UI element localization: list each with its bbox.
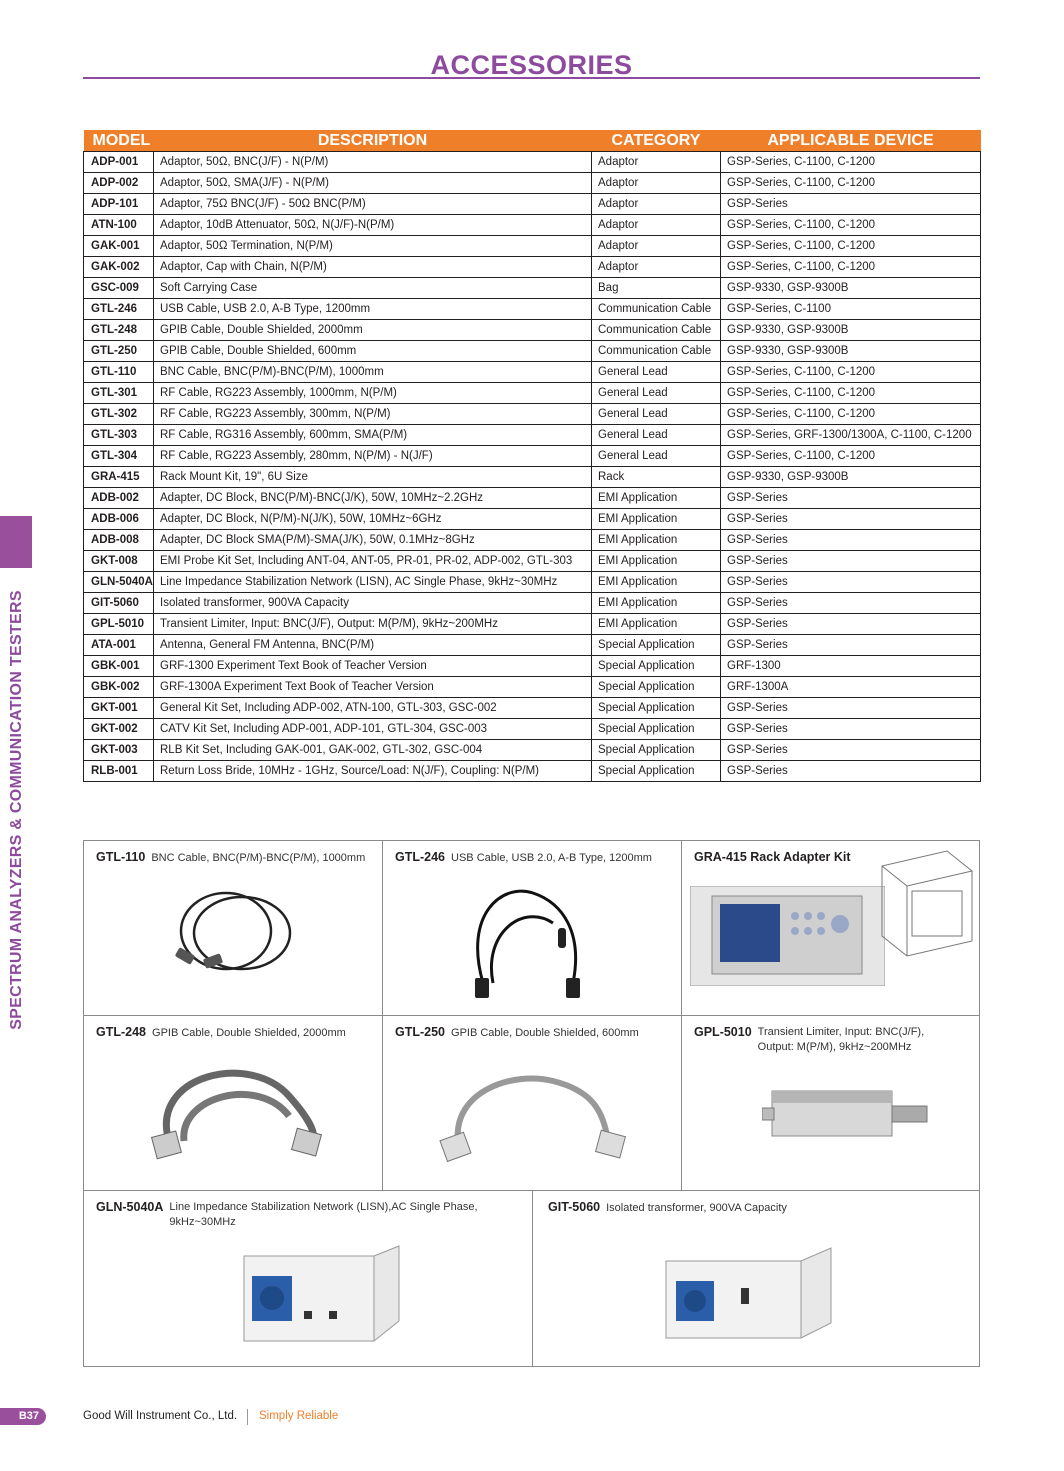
gpib-cable-600-image [433, 1061, 633, 1171]
gallery-item-gtl-110 [84, 841, 383, 1016]
cell-description: General Kit Set, Including ADP-002, ATN-100, GTL-303, GSC-002 [154, 698, 592, 719]
accessories-table [83, 130, 981, 782]
cell-model: GKT-008 [84, 551, 154, 572]
cell-category: General Lead [592, 404, 721, 425]
cell-category: General Lead [592, 362, 721, 383]
table-row [84, 593, 981, 614]
cell-applicable-device: GSP-Series [721, 614, 981, 635]
cell-description: GRF-1300 Experiment Text Book of Teacher Version [154, 656, 592, 677]
cell-description: Isolated transformer, 900VA Capacity [154, 593, 592, 614]
gallery-caption [96, 1025, 346, 1041]
gallery-caption [694, 850, 857, 866]
cell-model: ATN-100 [84, 215, 154, 236]
gallery-caption [96, 850, 365, 866]
table-row [84, 656, 981, 677]
table-row [84, 635, 981, 656]
cell-model: GTL-302 [84, 404, 154, 425]
cell-applicable-device: GSP-Series, C-1100, C-1200 [721, 257, 981, 278]
gallery-item-gtl-248 [84, 1016, 383, 1191]
section-tab [0, 516, 32, 568]
company-name: Good Will Instrument Co., Ltd. [83, 1410, 238, 1422]
cell-applicable-device: GSP-Series, C-1100, C-1200 [721, 173, 981, 194]
gallery-caption [694, 1025, 924, 1055]
cell-category: General Lead [592, 425, 721, 446]
cell-description: Adapter, DC Block, BNC(P/M)-BNC(J/K), 50W, 10MHz~2.2GHz [154, 488, 592, 509]
cell-description: USB Cable, USB 2.0, A-B Type, 1200mm [154, 299, 592, 320]
table-header-row [84, 130, 981, 152]
cell-model: GTL-301 [84, 383, 154, 404]
cell-description: Adaptor, 50Ω, SMA(J/F) - N(P/M) [154, 173, 592, 194]
cell-description: EMI Probe Kit Set, Including ANT-04, ANT-05, PR-01, PR-02, ADP-002, GTL-303 [154, 551, 592, 572]
table-row [84, 173, 981, 194]
cell-description: Adapter, DC Block SMA(P/M)-SMA(J/K), 50W, 0.1MHz~8GHz [154, 530, 592, 551]
cell-category: EMI Application [592, 614, 721, 635]
cell-applicable-device: GSP-Series [721, 635, 981, 656]
cell-category: Bag [592, 278, 721, 299]
cell-applicable-device: GSP-Series, C-1100, C-1200 [721, 383, 981, 404]
cell-category: EMI Application [592, 509, 721, 530]
cell-model: GTL-303 [84, 425, 154, 446]
gallery-model: GLN-5040A [96, 1200, 164, 1214]
cell-model: GTL-304 [84, 446, 154, 467]
transient-limiter-image [762, 1081, 942, 1151]
gallery-item-git-5060 [533, 1191, 979, 1366]
cell-model: GKT-001 [84, 698, 154, 719]
cell-category: Special Application [592, 740, 721, 761]
cell-description: RF Cable, RG223 Assembly, 1000mm, N(P/M) [154, 383, 592, 404]
page-number: B37 [0, 1408, 46, 1425]
cell-description: Adaptor, 50Ω, BNC(J/F) - N(P/M) [154, 152, 592, 173]
cell-applicable-device: GSP-Series [721, 530, 981, 551]
cell-description: Adaptor, 10dB Attenuator, 50Ω, N(J/F)-N(P/M) [154, 215, 592, 236]
cell-category: EMI Application [592, 488, 721, 509]
cell-model: ADP-001 [84, 152, 154, 173]
cell-model: GAK-002 [84, 257, 154, 278]
gallery-desc: GPIB Cable, Double Shielded, 600mm [451, 1027, 639, 1039]
gallery-desc-line1: Transient Limiter, Input: BNC(J/F), [757, 1026, 925, 1038]
cell-applicable-device: GSP-Series [721, 761, 981, 782]
cell-category: Communication Cable [592, 341, 721, 362]
table-row [84, 530, 981, 551]
cell-applicable-device: GSP-Series, C-1100 [721, 299, 981, 320]
col-header-category: CATEGORY [592, 130, 721, 152]
table-row [84, 257, 981, 278]
cell-applicable-device: GSP-Series [721, 509, 981, 530]
isolation-transformer-image [661, 1243, 841, 1343]
table-row [84, 215, 981, 236]
gallery-caption [96, 1200, 478, 1230]
cell-description: Adaptor, Cap with Chain, N(P/M) [154, 257, 592, 278]
cell-category: Adaptor [592, 194, 721, 215]
cell-model: GKT-003 [84, 740, 154, 761]
cell-model: GRA-415 [84, 467, 154, 488]
cell-model: ADB-006 [84, 509, 154, 530]
cell-applicable-device: GSP-Series [721, 698, 981, 719]
cell-description: RF Cable, RG223 Assembly, 300mm, N(P/M) [154, 404, 592, 425]
gallery-desc-line2: 9kHz~30MHz [169, 1216, 236, 1228]
cell-applicable-device: GSP-Series, C-1100, C-1200 [721, 446, 981, 467]
cell-description: Adaptor, 50Ω Termination, N(P/M) [154, 236, 592, 257]
cell-description: Rack Mount Kit, 19", 6U Size [154, 467, 592, 488]
table-row [84, 677, 981, 698]
gallery-item-gtl-250 [383, 1016, 682, 1191]
cell-category: Adaptor [592, 215, 721, 236]
cell-category: EMI Application [592, 572, 721, 593]
rack-adapter-image [690, 886, 885, 986]
table-row [84, 152, 981, 173]
cell-description: Return Loss Bride, 10MHz - 1GHz, Source/Load: N(J/F), Coupling: N(P/M) [154, 761, 592, 782]
gallery-model: GTL-250 [395, 1025, 446, 1039]
cell-model: GTL-248 [84, 320, 154, 341]
table-row [84, 509, 981, 530]
cell-description: RF Cable, RG223 Assembly, 280mm, N(P/M) - N(J/F) [154, 446, 592, 467]
cell-applicable-device: GSP-9330, GSP-9300B [721, 467, 981, 488]
col-header-model: MODEL [84, 130, 154, 152]
cell-description: Line Impedance Stabilization Network (LISN), AC Single Phase, 9kHz~30MHz [154, 572, 592, 593]
cell-category: EMI Application [592, 593, 721, 614]
cell-category: Adaptor [592, 236, 721, 257]
cell-model: GKT-002 [84, 719, 154, 740]
table-row [84, 404, 981, 425]
cell-applicable-device: GSP-Series, C-1100, C-1200 [721, 215, 981, 236]
table-row [84, 320, 981, 341]
cell-applicable-device: GSP-9330, GSP-9300B [721, 341, 981, 362]
cell-description: Adapter, DC Block, N(P/M)-N(J/K), 50W, 10MHz~6GHz [154, 509, 592, 530]
product-gallery [83, 840, 980, 1367]
cell-category: Adaptor [592, 173, 721, 194]
cell-model: GLN-5040A [84, 572, 154, 593]
table-row [84, 236, 981, 257]
cell-description: BNC Cable, BNC(P/M)-BNC(P/M), 1000mm [154, 362, 592, 383]
cell-applicable-device: GRF-1300A [721, 677, 981, 698]
cell-description: CATV Kit Set, Including ADP-001, ADP-101, GTL-304, GSC-003 [154, 719, 592, 740]
cell-category: General Lead [592, 383, 721, 404]
cell-category: Special Application [592, 761, 721, 782]
cell-applicable-device: GSP-9330, GSP-9300B [721, 278, 981, 299]
gallery-item-gln-5040a [84, 1191, 533, 1366]
side-section-label [0, 575, 34, 1045]
gallery-model: GTL-246 [395, 850, 446, 864]
cell-model: GTL-246 [84, 299, 154, 320]
cell-model: GBK-001 [84, 656, 154, 677]
table-row [84, 425, 981, 446]
cell-category: Special Application [592, 698, 721, 719]
gallery-desc: USB Cable, USB 2.0, A-B Type, 1200mm [451, 852, 652, 864]
gallery-caption [395, 850, 652, 866]
table-row [84, 341, 981, 362]
gallery-caption [395, 1025, 639, 1041]
cell-category: General Lead [592, 446, 721, 467]
cell-category: Rack [592, 467, 721, 488]
table-row [84, 194, 981, 215]
cell-category: Special Application [592, 656, 721, 677]
gallery-item-gtl-246 [383, 841, 682, 1016]
cell-model: GIT-5060 [84, 593, 154, 614]
cell-model: GSC-009 [84, 278, 154, 299]
gallery-caption [548, 1200, 787, 1216]
cell-model: GTL-250 [84, 341, 154, 362]
cell-applicable-device: GSP-Series [721, 593, 981, 614]
gallery-model: GTL-248 [96, 1025, 147, 1039]
cell-applicable-device: GSP-9330, GSP-9300B [721, 320, 981, 341]
gallery-desc-block [758, 1025, 924, 1055]
cell-model: GAK-001 [84, 236, 154, 257]
cell-model: RLB-001 [84, 761, 154, 782]
gallery-desc-block [169, 1200, 477, 1230]
table-row [84, 467, 981, 488]
cell-model: ADP-002 [84, 173, 154, 194]
cell-applicable-device: GSP-Series [721, 740, 981, 761]
table-row [84, 488, 981, 509]
rack-drawing-image [872, 846, 977, 966]
cell-model: ADP-101 [84, 194, 154, 215]
cell-model: ADB-002 [84, 488, 154, 509]
table-row [84, 614, 981, 635]
cell-description: Antenna, General FM Antenna, BNC(P/M) [154, 635, 592, 656]
cell-category: Communication Cable [592, 320, 721, 341]
gallery-model: GIT-5060 [548, 1200, 601, 1214]
cell-model: ADB-008 [84, 530, 154, 551]
gallery-desc: GPIB Cable, Double Shielded, 2000mm [152, 1027, 346, 1039]
gallery-desc: BNC Cable, BNC(P/M)-BNC(P/M), 1000mm [151, 852, 366, 864]
cell-category: Special Application [592, 677, 721, 698]
cell-description: Transient Limiter, Input: BNC(J/F), Output: M(P/M), 9kHz~200MHz [154, 614, 592, 635]
cell-applicable-device: GSP-Series [721, 572, 981, 593]
gallery-item-gra-415 [682, 841, 979, 1016]
cell-description: RLB Kit Set, Including GAK-001, GAK-002, GTL-302, GSC-004 [154, 740, 592, 761]
cell-model: GBK-002 [84, 677, 154, 698]
cell-model: GPL-5010 [84, 614, 154, 635]
table-row [84, 299, 981, 320]
gallery-desc-line1: Line Impedance Stabilization Network (LISN),AC Single Phase, [169, 1201, 478, 1213]
table-row [84, 761, 981, 782]
page-footer [0, 1405, 1064, 1427]
gallery-desc-line2: Output: M(P/M), 9kHz~200MHz [757, 1041, 912, 1053]
cell-description: Adaptor, 75Ω BNC(J/F) - 50Ω BNC(P/M) [154, 194, 592, 215]
table-row [84, 551, 981, 572]
cell-model: ATA-001 [84, 635, 154, 656]
cell-category: Adaptor [592, 257, 721, 278]
table-row [84, 740, 981, 761]
cell-category: EMI Application [592, 530, 721, 551]
cell-description: Soft Carrying Case [154, 278, 592, 299]
cell-description: GRF-1300A Experiment Text Book of Teacher Version [154, 677, 592, 698]
gallery-desc: Isolated transformer, 900VA Capacity [606, 1202, 787, 1214]
gallery-model: GTL-110 [96, 850, 146, 864]
cell-description: GPIB Cable, Double Shielded, 600mm [154, 341, 592, 362]
gpib-cable-2000-image [139, 1056, 339, 1166]
side-label-text: SPECTRUM ANALYZERS & COMMUNICATION TESTERS [8, 590, 25, 1030]
cell-applicable-device: GSP-Series [721, 719, 981, 740]
cell-category: Communication Cable [592, 299, 721, 320]
cell-applicable-device: GRF-1300 [721, 656, 981, 677]
table-row [84, 572, 981, 593]
footer-divider [247, 1409, 248, 1425]
table-row [84, 383, 981, 404]
cell-applicable-device: GSP-Series [721, 488, 981, 509]
cell-description: GPIB Cable, Double Shielded, 2000mm [154, 320, 592, 341]
bnc-cable-image [164, 881, 314, 991]
cell-description: RF Cable, RG316 Assembly, 600mm, SMA(P/M) [154, 425, 592, 446]
col-header-description: DESCRIPTION [154, 130, 592, 152]
cell-applicable-device: GSP-Series [721, 194, 981, 215]
table-row [84, 278, 981, 299]
lisn-image [234, 1241, 404, 1351]
cell-applicable-device: GSP-Series, C-1100, C-1200 [721, 404, 981, 425]
cell-category: EMI Application [592, 551, 721, 572]
page-title: ACCESSORIES [430, 50, 633, 80]
table-row [84, 446, 981, 467]
cell-applicable-device: GSP-Series, GRF-1300/1300A, C-1100, C-1200 [721, 425, 981, 446]
table-row [84, 362, 981, 383]
usb-cable-image [463, 873, 603, 1003]
table-row [84, 698, 981, 719]
cell-category: Adaptor [592, 152, 721, 173]
cell-applicable-device: GSP-Series, C-1100, C-1200 [721, 362, 981, 383]
cell-applicable-device: GSP-Series, C-1100, C-1200 [721, 152, 981, 173]
page-header [83, 50, 980, 80]
col-header-applicable-device: APPLICABLE DEVICE [721, 130, 981, 152]
table-row [84, 719, 981, 740]
cell-applicable-device: GSP-Series [721, 551, 981, 572]
gallery-model: GPL-5010 [694, 1025, 752, 1039]
gallery-model: GRA-415 Rack Adapter Kit [694, 850, 851, 864]
cell-category: Special Application [592, 635, 721, 656]
company-slogan: Simply Reliable [259, 1410, 339, 1422]
cell-applicable-device: GSP-Series, C-1100, C-1200 [721, 236, 981, 257]
cell-model: GTL-110 [84, 362, 154, 383]
table-body [84, 152, 981, 782]
gallery-item-gpl-5010 [682, 1016, 979, 1191]
cell-category: Special Application [592, 719, 721, 740]
